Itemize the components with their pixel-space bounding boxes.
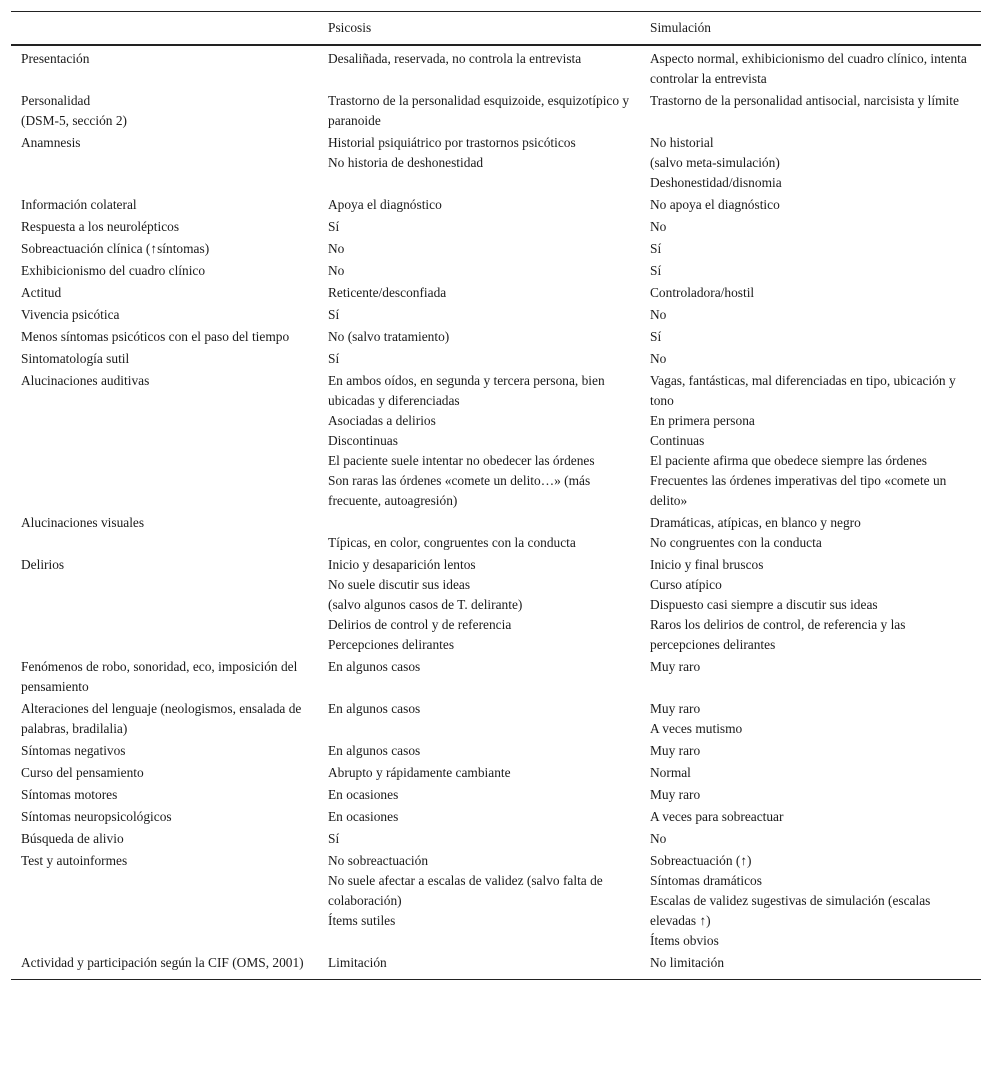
row-label-line: Delirios <box>21 557 65 572</box>
psicosis-line: No historia de deshonestidad <box>328 155 484 170</box>
simulacion-line: Raros los delirios de control, de referencia y las percepciones delirantes <box>650 617 906 652</box>
table-row <box>11 849 981 951</box>
simulacion-line: Muy raro <box>650 743 701 758</box>
simulacion-cell <box>640 553 981 655</box>
row-label-cell <box>11 193 318 215</box>
simulacion-line: Sí <box>650 241 662 256</box>
simulacion-line: Curso atípico <box>650 577 722 592</box>
simulacion-line: No <box>650 307 667 322</box>
row-label-cell <box>11 369 318 511</box>
row-label-line: Respuesta a los neurolépticos <box>21 219 180 234</box>
table-row <box>11 827 981 849</box>
psicosis-line: Limitación <box>328 955 387 970</box>
table-row <box>11 131 981 193</box>
table-row <box>11 739 981 761</box>
simulacion-cell <box>640 131 981 193</box>
simulacion-line: No limitación <box>650 955 725 970</box>
psicosis-line: (salvo algunos casos de T. delirante) <box>328 597 523 612</box>
simulacion-line: Escalas de validez sugestivas de simulación (escalas elevadas ↑) <box>650 893 931 928</box>
row-label-line: Fenómenos de robo, sonoridad, eco, imposición del pensamiento <box>21 659 298 694</box>
row-label-cell <box>11 951 318 979</box>
simulacion-cell <box>640 45 981 89</box>
simulacion-line: Dramáticas, atípicas, en blanco y negro <box>650 515 861 530</box>
header-simulacion: Simulación <box>640 12 981 45</box>
simulacion-cell <box>640 303 981 325</box>
psicosis-cell <box>318 369 640 511</box>
row-label-cell <box>11 553 318 655</box>
row-label-line: Alucinaciones auditivas <box>21 373 150 388</box>
simulacion-line: En primera persona <box>650 413 755 428</box>
psicosis-line: En algunos casos <box>328 743 421 758</box>
simulacion-line: Trastorno de la personalidad antisocial, narcisista y límite <box>650 93 959 108</box>
psicosis-line: Percepciones delirantes <box>328 637 455 652</box>
psicosis-cell <box>318 281 640 303</box>
simulacion-line: Muy raro <box>650 701 701 716</box>
row-label-line: Síntomas neuropsicológicos <box>21 809 172 824</box>
psicosis-line: En ocasiones <box>328 809 399 824</box>
row-label-line: Vivencia psicótica <box>21 307 120 322</box>
psicosis-line: Desaliñada, reservada, no controla la entrevista <box>328 51 582 66</box>
table-row <box>11 347 981 369</box>
simulacion-cell <box>640 369 981 511</box>
table-row <box>11 193 981 215</box>
psicosis-cell <box>318 347 640 369</box>
psicosis-cell <box>318 511 640 553</box>
row-label-line: Actividad y participación según la CIF (OMS, 2001) <box>21 955 304 970</box>
psicosis-line: Apoya el diagnóstico <box>328 197 442 212</box>
psicosis-cell <box>318 45 640 89</box>
simulacion-cell <box>640 761 981 783</box>
table-row <box>11 281 981 303</box>
psicosis-line: No suele discutir sus ideas <box>328 577 471 592</box>
simulacion-line: Controladora/hostil <box>650 285 755 300</box>
row-label-line: Síntomas motores <box>21 787 118 802</box>
psicosis-cell <box>318 89 640 131</box>
table-row <box>11 655 981 697</box>
row-label-cell <box>11 655 318 697</box>
comparison-table-container <box>11 11 981 980</box>
simulacion-cell <box>640 805 981 827</box>
psicosis-line: Son raras las órdenes «comete un delito…» (más frecuente, autoagresión) <box>328 473 591 508</box>
row-label-line: Alucinaciones visuales <box>21 515 145 530</box>
psicosis-cell <box>318 849 640 951</box>
row-label-cell <box>11 303 318 325</box>
simulacion-cell <box>640 511 981 553</box>
psicosis-cell <box>318 237 640 259</box>
simulacion-line: A veces para sobreactuar <box>650 809 784 824</box>
row-label-line: Personalidad <box>21 93 91 108</box>
simulacion-cell <box>640 281 981 303</box>
simulacion-line: Normal <box>650 765 691 780</box>
simulacion-line: Síntomas dramáticos <box>650 873 762 888</box>
simulacion-line: Continuas <box>650 433 705 448</box>
simulacion-cell <box>640 655 981 697</box>
simulacion-line: Vagas, fantásticas, mal diferenciadas en tipo, ubicación y tono <box>650 373 956 408</box>
psicosis-line: No sobreactuación <box>328 853 429 868</box>
row-label-cell <box>11 89 318 131</box>
row-label-line: (DSM-5, sección 2) <box>21 113 127 128</box>
simulacion-line: Inicio y final bruscos <box>650 557 764 572</box>
table-body <box>11 45 981 979</box>
psicosis-cell <box>318 193 640 215</box>
psicosis-cell <box>318 827 640 849</box>
psicosis-cell <box>318 739 640 761</box>
row-label-cell <box>11 131 318 193</box>
psicosis-line: Sí <box>328 831 340 846</box>
row-label-cell <box>11 761 318 783</box>
row-label-cell <box>11 511 318 553</box>
simulacion-cell <box>640 193 981 215</box>
table-row <box>11 325 981 347</box>
row-label-cell <box>11 347 318 369</box>
psicosis-line: Asociadas a delirios <box>328 413 436 428</box>
simulacion-line: El paciente afirma que obedece siempre las órdenes <box>650 453 927 468</box>
row-label-line: Anamnesis <box>21 135 81 150</box>
psicosis-cell <box>318 655 640 697</box>
simulacion-cell <box>640 849 981 951</box>
psicosis-line: El paciente suele intentar no obedecer las órdenes <box>328 453 595 468</box>
simulacion-cell <box>640 325 981 347</box>
psicosis-line <box>328 513 634 533</box>
simulacion-line: Aspecto normal, exhibicionismo del cuadro clínico, intenta controlar la entrevista <box>650 51 967 86</box>
simulacion-line: No apoya el diagnóstico <box>650 197 780 212</box>
simulacion-line: No historial <box>650 135 714 150</box>
psicosis-cell <box>318 805 640 827</box>
psicosis-cell <box>318 259 640 281</box>
simulacion-line: Muy raro <box>650 787 701 802</box>
psicosis-cell <box>318 697 640 739</box>
psicosis-line: No <box>328 241 345 256</box>
row-label-cell <box>11 697 318 739</box>
psicosis-cell <box>318 131 640 193</box>
psicosis-line: En algunos casos <box>328 701 421 716</box>
psicosis-cell <box>318 761 640 783</box>
row-label-line: Alteraciones del lenguaje (neologismos, ensalada de palabras, bradilalia) <box>21 701 302 736</box>
psicosis-line: Sí <box>328 351 340 366</box>
row-label-cell <box>11 281 318 303</box>
simulacion-line: A veces mutismo <box>650 721 743 736</box>
row-label-cell <box>11 325 318 347</box>
simulacion-line: No <box>650 219 667 234</box>
table-row <box>11 89 981 131</box>
psicosis-line: Historial psiquiátrico por trastornos psicóticos <box>328 135 576 150</box>
row-label-line: Test y autoinformes <box>21 853 128 868</box>
table-row <box>11 783 981 805</box>
simulacion-cell <box>640 237 981 259</box>
simulacion-cell <box>640 739 981 761</box>
psicosis-cell <box>318 783 640 805</box>
psicosis-cell <box>318 951 640 979</box>
row-label-line: Síntomas negativos <box>21 743 126 758</box>
row-label-line: Búsqueda de alivio <box>21 831 124 846</box>
row-label-line: Sobreactuación clínica (↑síntomas) <box>21 241 210 256</box>
simulacion-line: (salvo meta-simulación) <box>650 155 780 170</box>
row-label-cell <box>11 805 318 827</box>
table-row <box>11 215 981 237</box>
table-header <box>11 12 981 45</box>
psicosis-line: Sí <box>328 219 340 234</box>
simulacion-line: Ítems obvios <box>650 933 719 948</box>
psicosis-line: Ítems sutiles <box>328 913 396 928</box>
psicosis-cell <box>318 553 640 655</box>
table-row <box>11 511 981 553</box>
row-label-cell <box>11 783 318 805</box>
simulacion-cell <box>640 697 981 739</box>
simulacion-cell <box>640 89 981 131</box>
comparison-table <box>11 12 981 979</box>
row-label-cell <box>11 259 318 281</box>
table-row <box>11 697 981 739</box>
row-label-line: Actitud <box>21 285 62 300</box>
simulacion-line: No <box>650 831 667 846</box>
table-row <box>11 45 981 89</box>
psicosis-cell <box>318 303 640 325</box>
row-label-line: Presentación <box>21 51 90 66</box>
simulacion-cell <box>640 347 981 369</box>
table-row <box>11 805 981 827</box>
row-label-cell <box>11 827 318 849</box>
row-label-line: Sintomatología sutil <box>21 351 130 366</box>
psicosis-line: Delirios de control y de referencia <box>328 617 512 632</box>
simulacion-line: No congruentes con la conducta <box>650 535 822 550</box>
simulacion-cell <box>640 827 981 849</box>
row-label-cell <box>11 849 318 951</box>
psicosis-cell <box>318 325 640 347</box>
table-row <box>11 369 981 511</box>
row-label-line: Curso del pensamiento <box>21 765 144 780</box>
row-label-line: Menos síntomas psicóticos con el paso del tiempo <box>21 329 290 344</box>
simulacion-line: Deshonestidad/disnomia <box>650 175 782 190</box>
psicosis-line: En ocasiones <box>328 787 399 802</box>
table-row <box>11 553 981 655</box>
simulacion-cell <box>640 783 981 805</box>
header-row <box>11 12 981 45</box>
psicosis-line: Trastorno de la personalidad esquizoide, esquizotípico y paranoide <box>328 93 630 128</box>
psicosis-line: No (salvo tratamiento) <box>328 329 450 344</box>
psicosis-line: En algunos casos <box>328 659 421 674</box>
simulacion-line: Sobreactuación (↑) <box>650 853 752 868</box>
simulacion-line: Dispuesto casi siempre a discutir sus ideas <box>650 597 878 612</box>
psicosis-line: Discontinuas <box>328 433 398 448</box>
table-row <box>11 303 981 325</box>
psicosis-line: En ambos oídos, en segunda y tercera persona, bien ubicadas y diferenciadas <box>328 373 605 408</box>
psicosis-line: Abrupto y rápidamente cambiante <box>328 765 511 780</box>
row-label-line: Exhibicionismo del cuadro clínico <box>21 263 206 278</box>
table-row <box>11 259 981 281</box>
table-row <box>11 951 981 979</box>
simulacion-line: Muy raro <box>650 659 701 674</box>
header-psicosis: Psicosis <box>318 12 640 45</box>
psicosis-line: Típicas, en color, congruentes con la conducta <box>328 535 576 550</box>
psicosis-line: Sí <box>328 307 340 322</box>
simulacion-line: Sí <box>650 329 662 344</box>
psicosis-line: No <box>328 263 345 278</box>
table-row <box>11 761 981 783</box>
row-label-cell <box>11 215 318 237</box>
simulacion-cell <box>640 951 981 979</box>
psicosis-line: Inicio y desaparición lentos <box>328 557 476 572</box>
row-label-line: Información colateral <box>21 197 137 212</box>
simulacion-line: Frecuentes las órdenes imperativas del tipo «comete un delito» <box>650 473 947 508</box>
row-label-cell <box>11 237 318 259</box>
simulacion-line: No <box>650 351 667 366</box>
psicosis-line: No suele afectar a escalas de validez (salvo falta de colaboración) <box>328 873 603 908</box>
header-empty <box>11 12 318 45</box>
table-row <box>11 237 981 259</box>
simulacion-cell <box>640 215 981 237</box>
simulacion-line: Sí <box>650 263 662 278</box>
row-label-cell <box>11 739 318 761</box>
simulacion-cell <box>640 259 981 281</box>
row-label-cell <box>11 45 318 89</box>
psicosis-cell <box>318 215 640 237</box>
psicosis-line: Reticente/desconfiada <box>328 285 447 300</box>
